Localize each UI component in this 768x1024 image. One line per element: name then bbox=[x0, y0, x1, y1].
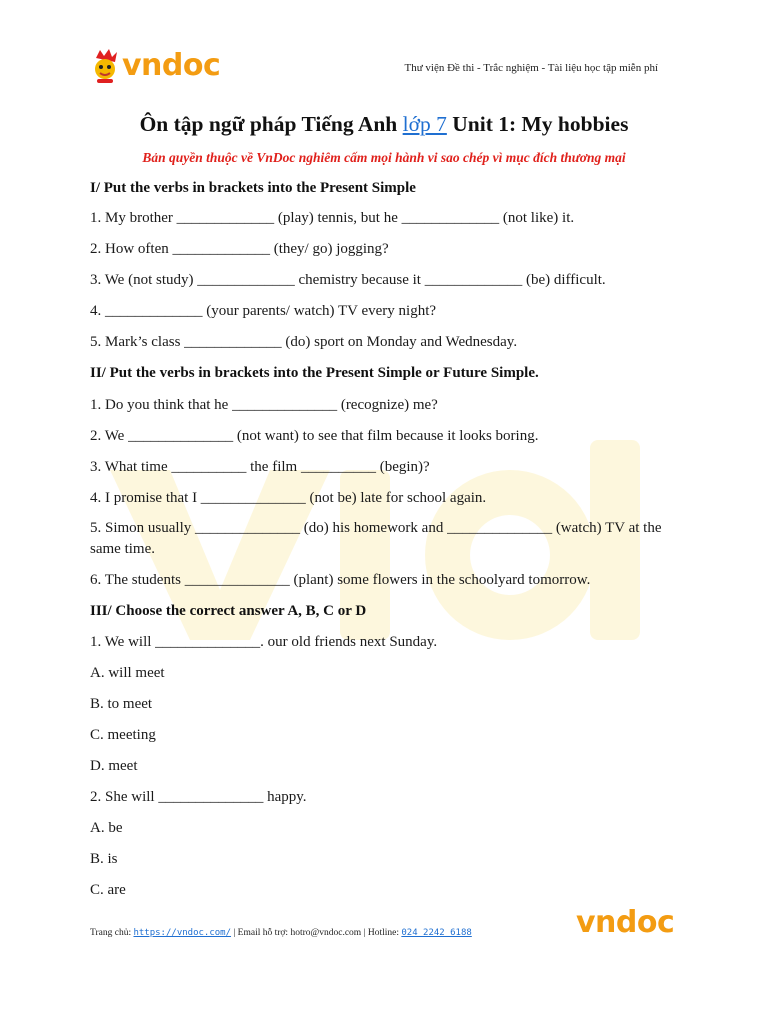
footer-logo[interactable]: vndoc bbox=[576, 905, 675, 940]
logo-text: vndoc bbox=[122, 48, 221, 83]
section-heading: III/ Choose the correct answer A, B, C or D bbox=[90, 603, 367, 619]
exercise-item: 4. _____________ (your parents/ watch) TV every night? bbox=[90, 303, 437, 319]
header-tagline: Thư viện Đề thi - Trắc nghiệm - Tài liệu học tập miễn phí bbox=[404, 62, 658, 74]
exercise-item: 1. My brother _____________ (play) tennis, but he _____________ (not like) it. bbox=[90, 210, 575, 226]
title-suffix: Unit 1: My hobbies bbox=[452, 112, 629, 136]
exercise-item: 5. Mark’s class _____________ (do) sport on Monday and Wednesday. bbox=[90, 334, 518, 350]
answer-option: B. is bbox=[90, 851, 118, 867]
answer-option: C. meeting bbox=[90, 727, 156, 743]
exercise-item: 2. We ______________ (not want) to see that film because it looks boring. bbox=[90, 428, 539, 444]
section-heading: II/ Put the verbs in brackets into the Present Simple or Future Simple. bbox=[90, 365, 539, 381]
page-title bbox=[0, 112, 768, 137]
answer-option: A. will meet bbox=[90, 665, 165, 681]
answer-option: A. be bbox=[90, 820, 123, 836]
footer-home-label: Trang chủ: bbox=[90, 928, 134, 938]
answer-option: C. are bbox=[90, 882, 126, 898]
mascot-icon bbox=[90, 48, 120, 84]
exercise-item: 2. How often _____________ (they/ go) jogging? bbox=[90, 241, 389, 257]
footer-email: | Email hỗ trợ: hotro@vndoc.com | Hotline: bbox=[231, 928, 402, 938]
copyright-notice: Bản quyền thuộc về VnDoc nghiêm cấm mọi hành vi sao chép vì mục đích thương mại bbox=[142, 150, 626, 165]
section-heading: I/ Put the verbs in brackets into the Present Simple bbox=[90, 180, 416, 196]
exercise-item: 1. Do you think that he ______________ (recognize) me? bbox=[90, 397, 438, 413]
footer-home-link[interactable]: https://vndoc.com/ bbox=[133, 928, 232, 938]
title-grade-link[interactable]: lớp 7 bbox=[402, 112, 447, 136]
question: 1. We will ______________. our old friends next Sunday. bbox=[90, 634, 438, 650]
title-prefix: Ôn tập ngữ pháp Tiếng Anh bbox=[139, 112, 398, 136]
question: 2. She will ______________ happy. bbox=[90, 789, 307, 805]
exercise-item: 4. I promise that I ______________ (not be) late for school again. bbox=[90, 490, 487, 506]
page-footer bbox=[90, 928, 472, 938]
vndoc-logo[interactable] bbox=[90, 46, 220, 86]
exercise-item: 6. The students ______________ (plant) some flowers in the schoolyard tomorrow. bbox=[90, 572, 591, 588]
exercise-item: 3. We (not study) _____________ chemistry because it _____________ (be) difficult. bbox=[90, 272, 606, 288]
exercise-item: 5. Simon usually ______________ (do) his homework and ______________ (watch) TV at the same time. bbox=[90, 520, 662, 557]
answer-option: B. to meet bbox=[90, 696, 153, 712]
answer-option: D. meet bbox=[90, 758, 138, 774]
footer-hotline-link[interactable]: 024 2242 6188 bbox=[401, 928, 472, 938]
exercise-item: 3. What time __________ the film __________ (begin)? bbox=[90, 459, 430, 475]
